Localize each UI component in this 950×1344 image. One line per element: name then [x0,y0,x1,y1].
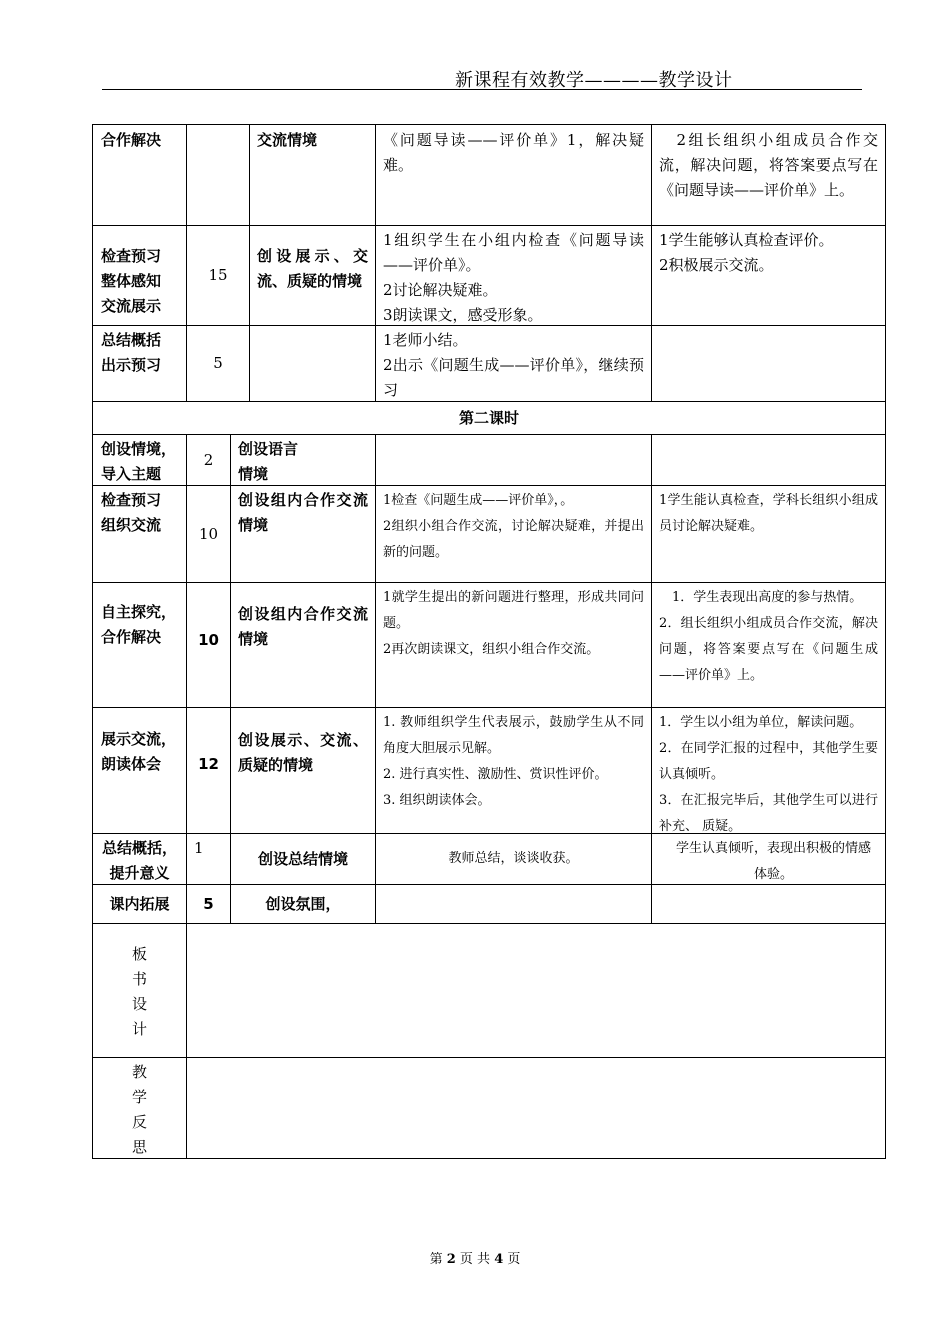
stage-cell: 检查预习 整体感知 交流展示 [101,247,162,315]
minutes-cell: 1 [194,839,204,857]
minutes-cell: 10 [198,630,219,649]
student-activity-cell: 1．学生以小组为单位，解读问题。 2．在同学汇报的过程中，其他学生要认真倾听。 3．在汇报完毕后，其他学生可以进行补充、 质疑。 [659,715,878,833]
situation-cell: 创设组内合作交流情境 [238,605,368,648]
stage-cell: 检查预习 组织交流 [101,491,162,534]
board-design-label: 板 书 设 计 [131,945,147,1038]
teacher-activity-cell: 1组织学生在小组内检查《问题导读——评价单》。 2讨论解决疑难。 3朗读课文，感受形象。 [383,231,644,324]
teacher-activity-cell: 1老师小结。 2出示《问题生成——评价单》，继续预习 [383,331,644,399]
stage-cell: 创设情境， 导入主题 [101,440,177,483]
stage-cell: 展示交流， 朗读体会 [101,730,177,773]
teaching-reflection-label: 教 学 反 思 [131,1063,147,1156]
page-header-title: 新课程有效教学————教学设计 [455,70,733,91]
student-activity-cell [652,435,885,485]
stage-cell: 总结概括 出示预习 [101,331,162,374]
situation-cell: 创设总结情境 [257,849,348,868]
footer-mid: 页 共 [459,1252,491,1267]
section-title: 第二课时 [458,408,519,427]
situation-cell: 创设展示、交流、质疑的情境 [238,731,368,774]
student-activity-cell [652,885,885,923]
board-design-area [187,924,885,1057]
footer-total-pages: 4 [494,1252,504,1267]
page-footer [0,1248,950,1267]
student-activity-cell: 学生认真倾听，表现出积极的情感体验。 [675,841,871,882]
teacher-activity-cell: 1. 教师组织学生代表展示，鼓励学生从不同角度大胆展示见解。 2. 进行真实性、激励性、赏识性评价。 3. 组织朗读体会。 [383,715,644,808]
minutes-cell: 5 [213,354,223,372]
situation-cell: 创设语言 情境 [238,440,299,483]
minutes-cell: 15 [208,266,228,284]
situation-cell: 创设组内合作交流情境 [238,491,368,534]
situation-cell: 交流情境 [257,131,318,149]
minutes-cell: 10 [198,524,219,543]
stage-cell: 自主探究， 合作解决 [101,603,177,646]
header-rule [102,89,862,90]
teacher-activity-cell: 1检查《问题生成——评价单》，。 2组织小组合作交流，讨论解决疑难，并提出新的问题。 [383,493,644,560]
student-activity-cell [652,326,885,401]
stage-cell: 合作解决 [101,131,162,149]
situation-cell [250,326,375,401]
footer-suffix: 页 [507,1252,521,1267]
situation-cell: 创设氛围， [265,894,341,913]
minutes-cell: 5 [203,894,214,913]
teacher-activity-cell: 1就学生提出的新问题进行整理，形成共同问题。 2再次朗读课文，组织小组合作交流。 [383,590,644,657]
stage-cell: 课内拓展 [109,894,170,913]
footer-page-number: 2 [446,1252,456,1267]
stage-cell: 总结概括， 提升意义 [101,839,177,882]
student-activity-cell: 1学生能认真检查，学科长组织小组成员讨论解决疑难。 [659,493,878,534]
minutes-cell: 12 [198,754,219,773]
student-activity-cell: 2组长组织小组成员合作交流，解决问题，将答案要点写在《问题导读——评价单》上。 [659,131,878,199]
student-activity-cell: 1．学生表现出高度的参与热情。 2．组长组织小组成员合作交流，解决问题，将答案要点写在《问题生成——评价单》上。 [659,590,878,683]
minutes-cell: 2 [203,450,214,469]
teaching-reflection-area [187,1058,885,1158]
student-activity-cell: 1学生能够认真检查评价。 2积极展示交流。 [659,231,834,274]
teacher-activity-cell: 《问题导读——评价单》1，解决疑难。 [383,131,644,174]
minutes-cell [187,126,249,225]
teacher-activity-cell [376,885,651,923]
teacher-activity-cell: 教师总结，谈谈收获。 [448,851,579,866]
footer-prefix: 第 [429,1252,443,1267]
situation-cell: 创设展示、交流、质疑的情境 [257,247,368,290]
teacher-activity-cell [376,435,651,485]
